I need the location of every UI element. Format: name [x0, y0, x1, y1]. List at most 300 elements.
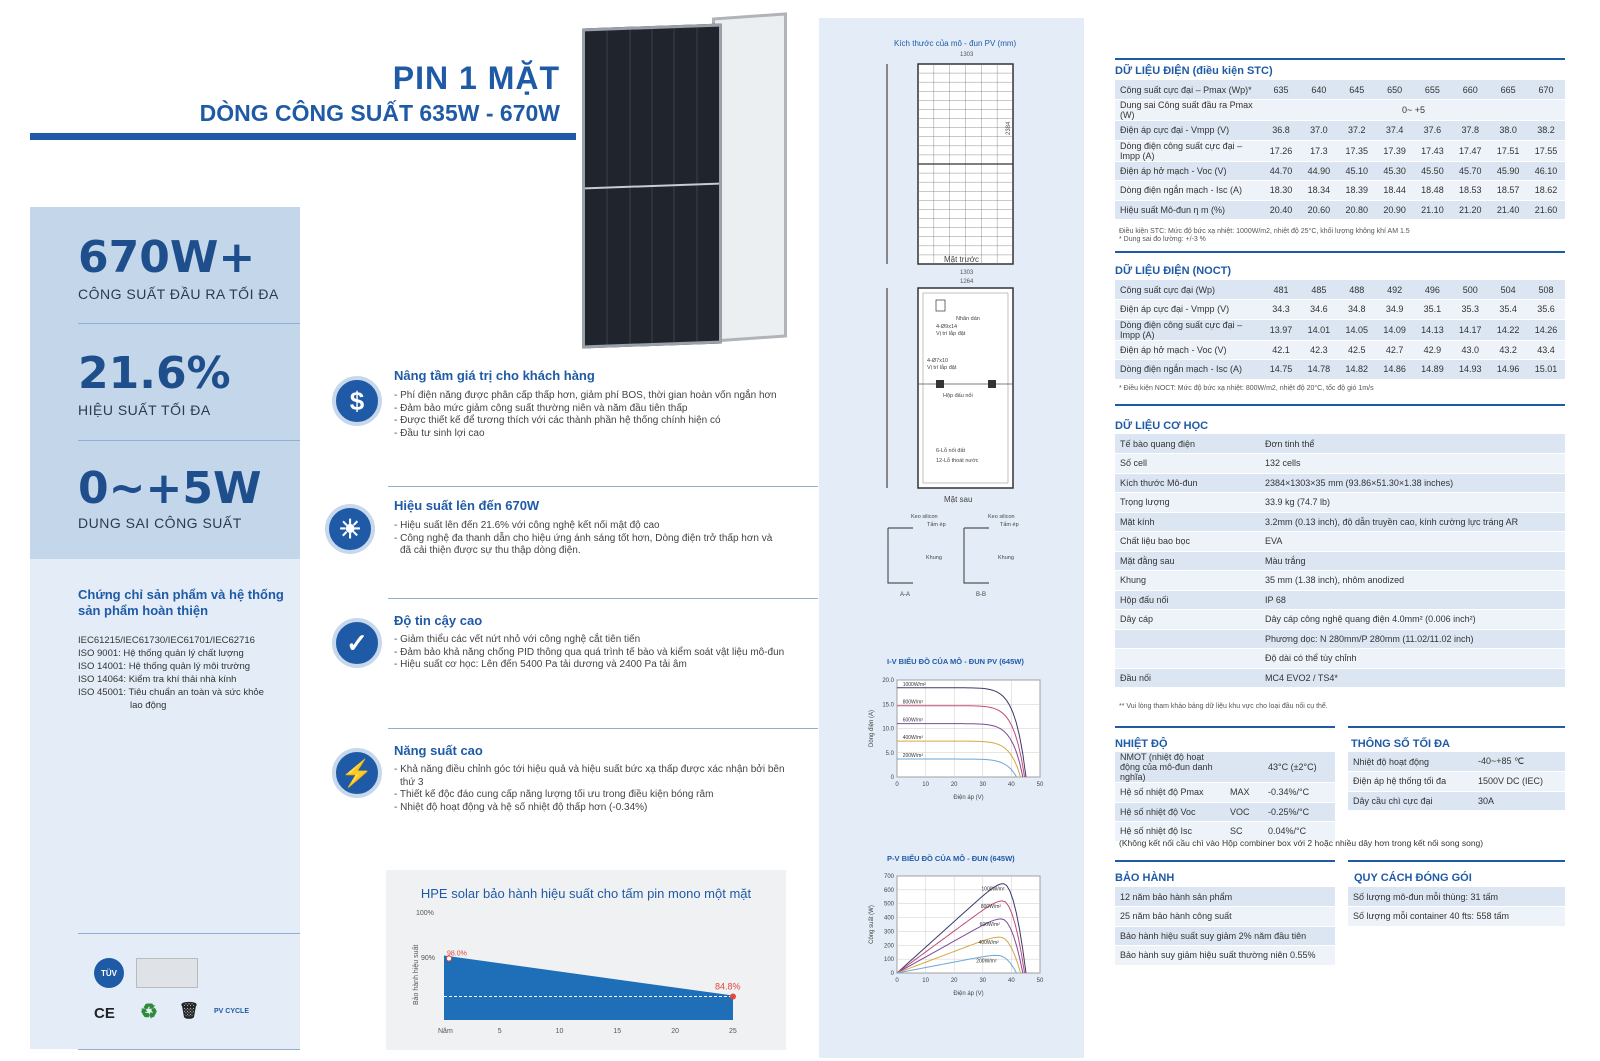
table-row: [1115, 571, 1565, 591]
page-subtitle: DÒNG CÔNG SUẤT 635W - 670W: [199, 100, 560, 126]
table-row: [1348, 791, 1565, 811]
table-cell: Điện áp hở mạch - Voc (V): [1115, 340, 1262, 360]
warranty-chart: [386, 905, 786, 1045]
table-row: [1115, 887, 1335, 907]
table-cell: 3.2mm (0.13 inch), độ dẫn truyền cao, kính cường lực tráng AR: [1260, 512, 1565, 532]
recycle-icon: ♻: [140, 1000, 158, 1023]
dollar-icon: $: [332, 376, 382, 426]
table-cell: Bảo hành hiệu suất suy giảm 2% năm đầu tiên: [1115, 926, 1335, 946]
section-b: [964, 528, 989, 583]
table-cell: 17.47: [1451, 140, 1489, 161]
table-cell: 1500V DC (IEC): [1473, 772, 1565, 792]
table-cell: 35.3: [1451, 300, 1489, 320]
table-cell: 17.51: [1489, 140, 1527, 161]
solar-panel-icon: ☀: [325, 504, 375, 554]
table-cell: Khung: [1115, 571, 1260, 591]
cert-line: IEC61215/IEC61730/IEC61701/IEC62716: [78, 635, 255, 646]
tuv-logo: TÜV: [94, 958, 124, 988]
cert-line: ISO 14001: Hệ thống quản lý môi trường: [78, 661, 251, 672]
maxparams-heading: THÔNG SỐ TỐI ĐA: [1351, 738, 1450, 750]
y-tick: 20.0: [882, 678, 894, 684]
temp-heading: NHIỆT ĐỘ: [1115, 738, 1168, 750]
feature-item: - Hiệu suất lên đến 21.6% với công nghệ kết nối mật độ cao: [394, 520, 660, 531]
back-label: Mặt sau: [944, 495, 973, 504]
table-row: [1115, 493, 1565, 513]
svg-text:6-Lỗ nối đất: 6-Lỗ nối đất: [936, 448, 966, 454]
page-title: PIN 1 MẶT: [392, 60, 560, 96]
feature-item: - Phí điện năng được phân cấp thấp hơn, giảm phí BOS, thời gian hoàn vốn ngắn hơn: [394, 390, 777, 401]
frame-side: [886, 288, 888, 488]
table-cell: 17.55: [1527, 140, 1565, 161]
table-row: [1115, 80, 1565, 100]
divider: [1348, 726, 1565, 728]
x-tick: 20: [950, 782, 958, 788]
stc-note: * Dung sai đo lường: +/-3 %: [1119, 236, 1206, 243]
table-cell: Đơn tinh thể: [1260, 434, 1565, 454]
feature-item: - Đảm bảo mức giảm công suất thường niên và năm đầu tiên thấp: [394, 402, 688, 414]
x-tick: 10: [922, 978, 929, 984]
series-label: 400W/m²: [978, 940, 999, 947]
table-cell: 18.48: [1414, 181, 1452, 201]
table-row: [1115, 512, 1565, 532]
table-cell: 18.30: [1262, 181, 1300, 201]
table-cell: 37.0: [1300, 121, 1338, 141]
warranty-end-label: 84.8%: [715, 981, 741, 992]
frame-side: [886, 64, 888, 264]
table-cell: -0.25%/°C: [1263, 802, 1335, 822]
table-cell: 14.93: [1451, 360, 1489, 380]
dim-width: 1303: [960, 52, 974, 58]
panel-cell-grid: [585, 27, 719, 346]
table-row: [1115, 319, 1565, 340]
x-tick: 15: [613, 1028, 622, 1035]
y-tick: 5.0: [885, 750, 894, 757]
table-cell: Số lượng mỗi container 40 fts: 558 tấm: [1348, 907, 1565, 927]
table-row: [1115, 161, 1565, 181]
table-row: [1115, 752, 1335, 783]
series-label: 600W/m²: [902, 717, 924, 724]
table-cell: Tế bào quang điện: [1115, 434, 1260, 454]
series-label: 200W/m²: [976, 958, 997, 965]
cert-heading: Chứng chỉ sản phẩm và hệ thống sản phẩm hoàn thiện: [78, 587, 284, 618]
table-row: [1115, 280, 1565, 300]
section-a-label: A-A: [900, 592, 911, 598]
table-row: [1115, 121, 1565, 141]
table-cell: 21.10: [1414, 200, 1452, 220]
table-cell: 2384×1303×35 mm (93.86×51.30×1.38 inches): [1260, 473, 1565, 493]
dimensions-title: Kích thước của mô - đun PV (mm): [894, 39, 1017, 48]
divider: [1115, 726, 1335, 728]
table-cell: 635: [1262, 80, 1300, 100]
table-cell: 15.01: [1527, 360, 1565, 380]
y-tick: 400: [883, 915, 894, 922]
table-cell: Đầu nối: [1115, 668, 1260, 688]
table-cell: Trọng lượng: [1115, 493, 1260, 513]
divider: [1348, 860, 1565, 862]
svg-text:12-Lỗ thoát nước: 12-Lỗ thoát nước: [936, 458, 979, 464]
feature-item: thứ 3: [400, 776, 424, 788]
table-cell: 44.90: [1300, 161, 1338, 181]
x-ticks: [498, 1028, 737, 1035]
table-row: [1115, 946, 1335, 966]
table-cell: 21.40: [1489, 200, 1527, 220]
table-cell: 0~ +5: [1262, 100, 1565, 121]
table-cell: 43°C (±2°C): [1263, 752, 1335, 783]
table-cell: 640: [1300, 80, 1338, 100]
divider: [78, 1049, 300, 1050]
table-row: [1115, 551, 1565, 571]
feature-body: [394, 390, 809, 440]
ce-logo: CE: [94, 1005, 115, 1022]
feature-body: [394, 634, 809, 672]
table-cell: 42.7: [1376, 340, 1414, 360]
table-cell: EVA: [1260, 532, 1565, 552]
table-cell: 17.35: [1338, 140, 1376, 161]
table-row: [1115, 100, 1565, 121]
y-axis-label: Công suất (W): [869, 905, 875, 944]
table-cell: 34.9: [1376, 300, 1414, 320]
table-row: [1115, 434, 1565, 454]
feature-title: Nâng tầm giá trị cho khách hàng: [394, 368, 595, 383]
table-cell: 17.26: [1262, 140, 1300, 161]
table-cell: Độ dài có thể tùy chỉnh: [1260, 649, 1565, 669]
warranty-table: [1115, 887, 1335, 966]
table-cell: 43.2: [1489, 340, 1527, 360]
table-cell: 670: [1527, 80, 1565, 100]
feature-title: Độ tin cậy cao: [394, 613, 483, 628]
table-cell: Bảo hành suy giảm hiệu suất thường niên 0.55%: [1115, 946, 1335, 966]
table-cell: 14.96: [1489, 360, 1527, 380]
x-tick: 40: [1008, 978, 1015, 984]
y-tick: 300: [883, 929, 894, 936]
table-cell: 18.44: [1376, 181, 1414, 201]
svg-text:Nhãn dán: Nhãn dán: [956, 316, 980, 322]
table-cell: 18.53: [1451, 181, 1489, 201]
table-cell: 38.2: [1527, 121, 1565, 141]
table-cell: 36.8: [1262, 121, 1300, 141]
table-cell: 18.57: [1489, 181, 1527, 201]
x-tick: 40: [1008, 782, 1015, 788]
x-tick: 30: [979, 782, 987, 788]
panel-front-image: [582, 24, 722, 349]
y-tick: 0: [890, 775, 894, 781]
table-cell: 665: [1489, 80, 1527, 100]
x-axis-label: Điện áp (V): [953, 991, 984, 997]
feature-item: - Đảm bảo khả năng chống PID thông qua quá trình tế bào và kiểm soát vật liệu mô-đun: [394, 646, 785, 658]
feature-item: - Giảm thiểu các vết nứt nhỏ với công nghệ cắt tiên tiến: [394, 634, 641, 645]
table-row: [1115, 649, 1565, 669]
table-cell: Công suất cực đại – Pmax (Wp)*: [1115, 80, 1262, 100]
divider: [78, 933, 300, 934]
cert-line: ISO 9001: Hệ thống quản lý chất lượng: [78, 648, 244, 659]
table-row: [1115, 473, 1565, 493]
table-cell: 17.3: [1300, 140, 1338, 161]
table-cell: 14.82: [1338, 360, 1376, 380]
table-cell: 37.2: [1338, 121, 1376, 141]
table-cell: 650: [1376, 80, 1414, 100]
iv-chart-title: I-V BIỂU ĐỒ CỦA MÔ - ĐUN PV (645W): [887, 657, 1024, 666]
table-cell: 45.70: [1451, 161, 1489, 181]
table-cell: SC: [1225, 822, 1263, 842]
table-cell: -40~+85 ℃: [1473, 752, 1565, 772]
table-cell: Mặt kính: [1115, 512, 1260, 532]
table-cell: 14.22: [1489, 319, 1527, 340]
table-cell: 14.26: [1527, 319, 1565, 340]
table-cell: 38.0: [1489, 121, 1527, 141]
pv-cycle-logo: PV CYCLE: [214, 1008, 250, 1015]
table-cell: 504: [1489, 280, 1527, 300]
series-label: 1000W/m²: [981, 886, 1005, 893]
table-cell: 37.4: [1376, 121, 1414, 141]
feature-title: Năng suất cao: [394, 743, 483, 758]
table-cell: 14.89: [1414, 360, 1452, 380]
x-tick: 20: [671, 1028, 679, 1035]
series-label: 600W/m²: [979, 921, 1000, 928]
divider: [388, 598, 818, 599]
table-cell: Hiệu suất Mô-đun η m (%): [1115, 200, 1262, 220]
table-row: [1348, 752, 1565, 772]
stc-table: [1115, 80, 1565, 220]
table-cell: 13.97: [1262, 319, 1300, 340]
table-row: [1115, 360, 1565, 380]
table-cell: 35.6: [1527, 300, 1565, 320]
cert-line: lao động: [130, 700, 167, 711]
x-tick: 10: [555, 1028, 564, 1035]
series-label: 800W/m²: [902, 699, 924, 706]
dim-inner-width: 1264: [960, 279, 974, 285]
table-cell: 20.90: [1376, 200, 1414, 220]
table-cell: Dòng điện ngắn mạch - Isc (A): [1115, 181, 1262, 201]
table-cell: 42.1: [1262, 340, 1300, 360]
table-row: [1115, 610, 1565, 630]
dim-width: 1303: [960, 270, 974, 276]
table-cell: 645: [1338, 80, 1376, 100]
table-row: [1348, 907, 1565, 927]
pv-chart-title: P-V BIỂU ĐỒ CỦA MÔ - ĐUN (645W): [887, 854, 1015, 863]
table-cell: 132 cells: [1260, 454, 1565, 474]
cert-line: ISO 14064: Kiểm tra khí thải nhà kính: [78, 674, 237, 685]
table-row: [1115, 200, 1565, 220]
table-row: [1348, 887, 1565, 907]
table-cell: Điện áp cực đại - Vmpp (V): [1115, 300, 1262, 320]
table-row: [1115, 629, 1565, 649]
table-cell: 33.9 kg (74.7 lb): [1260, 493, 1565, 513]
table-row: [1115, 340, 1565, 360]
table-cell: MC4 EVO2 / TS4*: [1260, 668, 1565, 688]
solar-lightning-icon: ⚡: [332, 748, 382, 798]
table-cell: 660: [1451, 80, 1489, 100]
table-cell: -0.34%/°C: [1263, 783, 1335, 803]
table-cell: [1115, 649, 1260, 669]
y-axis-label: Dòng điện (A): [869, 709, 875, 748]
series-label: 200W/m²: [902, 753, 924, 760]
y-tick: 0: [890, 971, 894, 977]
table-cell: 508: [1527, 280, 1565, 300]
table-cell: 34.6: [1300, 300, 1338, 320]
mech-note: ** Vui lòng tham khảo bảng dữ liệu khu vực cho loại đầu nối cụ thể.: [1119, 703, 1328, 710]
table-cell: Hệ số nhiệt độ Isc: [1115, 822, 1225, 842]
table-cell: 485: [1300, 280, 1338, 300]
table-cell: Hệ số nhiệt độ Voc: [1115, 802, 1225, 822]
packing-table: [1348, 887, 1565, 927]
table-cell: NMOT (nhiệt độ hoạt động của mô-đun danh nghĩa): [1115, 752, 1225, 783]
table-cell: Điện áp hệ thống tối đa: [1348, 772, 1473, 792]
table-cell: Dòng điện ngắn mạch - Isc (A): [1115, 360, 1262, 380]
table-cell: 14.05: [1338, 319, 1376, 340]
y-tick: 500: [883, 901, 894, 908]
table-cell: 37.8: [1451, 121, 1489, 141]
table-cell: 46.10: [1527, 161, 1565, 181]
table-cell: 496: [1414, 280, 1452, 300]
table-cell: Dung sai Công suất đầu ra Pmax (W): [1115, 100, 1262, 121]
feature-item: - Hiệu suất cơ học: Lên đến 5400 Pa tải dương và 2400 Pa tải âm: [394, 659, 687, 670]
svg-text:4-Ø9x14: 4-Ø9x14: [936, 324, 958, 330]
kpi-label: CÔNG SUẤT ĐẦU RA TỐI ĐA: [78, 286, 279, 302]
module-drawing: [880, 50, 1060, 610]
feature-item: - Khả năng điều chỉnh góc tới hiệu quả và hiệu suất bức xạ thấp được xác nhận bởi bên: [394, 764, 785, 775]
feature-body: [394, 764, 809, 814]
feature-title: Hiệu suất lên đến 670W: [394, 498, 540, 513]
series-label: 400W/m²: [902, 735, 924, 742]
divider: [1115, 860, 1335, 862]
x-axis-label: Điện áp (V): [953, 795, 984, 801]
table-cell: Số cell: [1115, 454, 1260, 474]
table-cell: 17.43: [1414, 140, 1452, 161]
maxparams-table: [1348, 752, 1565, 811]
table-cell: 30A: [1473, 791, 1565, 811]
table-cell: 21.60: [1527, 200, 1565, 220]
feature-body: [394, 520, 809, 558]
kpi-value: 21.6%: [78, 348, 231, 399]
table-cell: 481: [1262, 280, 1300, 300]
x-tick: 50: [1036, 782, 1044, 788]
table-cell: 21.20: [1451, 200, 1489, 220]
table-cell: 20.60: [1300, 200, 1338, 220]
packing-heading: QUY CÁCH ĐÓNG GÓI: [1354, 872, 1472, 884]
ytick: 100%: [416, 910, 434, 917]
table-cell: 18.62: [1527, 181, 1565, 201]
noct-heading: DỮ LIỆU ĐIỆN (NOCT): [1115, 265, 1232, 277]
feature-item: đã cải thiện được sự thu thập dòng điện.: [400, 545, 581, 556]
table-cell: 34.3: [1262, 300, 1300, 320]
table-cell: Dây cầu chì cực đại: [1348, 791, 1473, 811]
table-cell: Chất liệu bao bọc: [1115, 532, 1260, 552]
x-tick: 50: [1036, 978, 1044, 984]
table-cell: 42.9: [1414, 340, 1452, 360]
series-label: 800W/m²: [980, 903, 1002, 910]
table-cell: 488: [1338, 280, 1376, 300]
table-cell: 0.04%/°C: [1263, 822, 1335, 842]
table-cell: 44.70: [1262, 161, 1300, 181]
table-cell: 492: [1376, 280, 1414, 300]
svg-text:Khung: Khung: [998, 555, 1014, 561]
y-tick: 10.0: [882, 726, 894, 733]
table-cell: 655: [1414, 80, 1452, 100]
table-cell: Phương dọc: N 280mm/P 280mm (11.02/11.02 inch): [1260, 629, 1565, 649]
shield-check-icon: ✓: [332, 618, 382, 668]
svg-text:Hộp đấu nối: Hộp đấu nối: [943, 393, 973, 399]
table-row: [1115, 532, 1565, 552]
table-cell: Điện áp cực đại - Vmpp (V): [1115, 121, 1262, 141]
x-tick: 10: [922, 782, 929, 788]
table-cell: Nhiệt độ hoạt động: [1348, 752, 1473, 772]
x-tick: 30: [979, 978, 987, 984]
y-tick: 200: [883, 943, 894, 950]
table-cell: IP 68: [1260, 590, 1565, 610]
table-cell: 14.86: [1376, 360, 1414, 380]
table-cell: 43.4: [1527, 340, 1565, 360]
table-cell: 34.8: [1338, 300, 1376, 320]
svg-text:Vị trí lắp đặt: Vị trí lắp đặt: [936, 331, 966, 337]
table-cell: 18.39: [1338, 181, 1376, 201]
temp-table: [1115, 752, 1335, 842]
svg-text:Vị trí lắp đặt: Vị trí lắp đặt: [927, 365, 957, 371]
table-cell: 25 năm bảo hành công suất: [1115, 907, 1335, 927]
warranty-area: [444, 956, 733, 1020]
table-cell: 45.30: [1376, 161, 1414, 181]
dim-height: 2384: [1006, 121, 1012, 135]
table-cell: Điện áp hở mạch - Voc (V): [1115, 161, 1262, 181]
x-axis-label: Năm: [438, 1028, 453, 1035]
svg-text:Keo silicon: Keo silicon: [911, 514, 938, 520]
table-cell: 42.3: [1300, 340, 1338, 360]
svg-text:4-Ø7x10: 4-Ø7x10: [927, 358, 949, 364]
panel-back-image: [712, 12, 787, 342]
y-axis-label: Bảo hành hiệu suất: [413, 944, 420, 1005]
table-row: [1348, 772, 1565, 792]
table-cell: Hộp đấu nối: [1115, 590, 1260, 610]
header-bar: [30, 133, 576, 140]
divider: [1115, 58, 1565, 60]
pv-chart: [855, 868, 1070, 1008]
divider: [388, 486, 818, 487]
table-cell: 14.75: [1262, 360, 1300, 380]
table-cell: 45.50: [1414, 161, 1452, 181]
x-tick: 20: [950, 978, 958, 984]
svg-text:Keo silicon: Keo silicon: [988, 514, 1015, 520]
table-cell: Dây cáp công nghệ quang điện 4.0mm² (0.006 inch²): [1260, 610, 1565, 630]
table-row: [1115, 802, 1335, 822]
y-tick: 600: [883, 887, 894, 894]
warranty-end-point: [730, 993, 736, 999]
divider: [1115, 404, 1565, 406]
table-cell: 14.01: [1300, 319, 1338, 340]
mech-table: [1115, 434, 1565, 688]
noct-table: [1115, 280, 1565, 380]
table-cell: 20.80: [1338, 200, 1376, 220]
section-a: [888, 528, 913, 583]
table-cell: Màu trắng: [1260, 551, 1565, 571]
iv-chart: [855, 672, 1070, 812]
feature-item: - Đầu tư sinh lợi cao: [394, 427, 485, 439]
feature-item: - Công nghệ đa thanh dẫn cho hiệu ứng ánh sáng tốt hơn, Dòng điện trở thấp hơn và: [394, 532, 773, 544]
front-label: Mặt trước: [944, 255, 980, 264]
table-cell: Dòng điện công suất cực đại – Impp (A): [1115, 140, 1262, 161]
warranty-heading: BẢO HÀNH: [1115, 872, 1175, 884]
table-cell: 12 năm bảo hành sản phẩm: [1115, 887, 1335, 907]
feature-item: - Nhiệt độ hoạt động và hệ số nhiệt độ thấp hơn (-0.34%): [394, 801, 648, 813]
x-tick: 0: [895, 782, 899, 788]
table-row: [1115, 300, 1565, 320]
table-cell: 18.34: [1300, 181, 1338, 201]
table-cell: Số lượng mô-đun mỗi thùng: 31 tấm: [1348, 887, 1565, 907]
table-cell: Dây cáp: [1115, 610, 1260, 630]
table-cell: 35.4: [1489, 300, 1527, 320]
table-row: [1115, 181, 1565, 201]
divider: [78, 440, 300, 441]
noct-note: * Điều kiện NOCT: Mức độ bức xạ nhiệt: 800W/m2, nhiệt độ 20°C, tốc độ gió 1m/s: [1119, 385, 1374, 392]
svg-text:Khung: Khung: [926, 555, 942, 561]
